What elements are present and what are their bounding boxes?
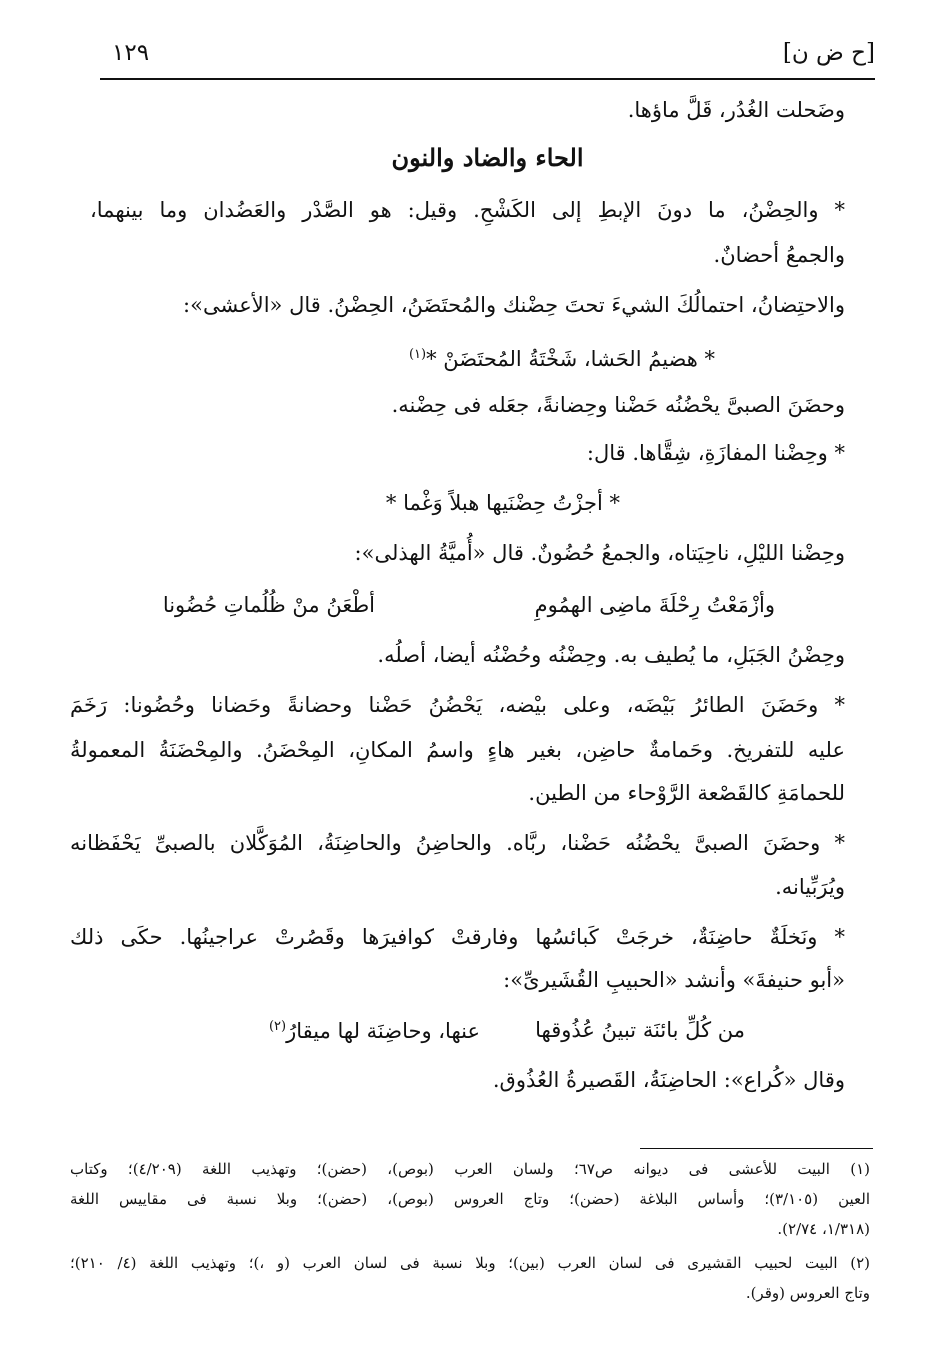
footnote-line: العين (٣/١٠٥)؛ وأساس البلاغة (حضن)؛ وتاج العروس (بوص)، (حضن)؛ وبلا نسبة فى مقاييس اللغة	[70, 1190, 870, 1208]
footnote-line: (١) البيت للأعشى فى ديوانه ص٦٧؛ ولسان العرب (بوص)، (حضن)؛ وتهذيب اللغة (٤/٢٠٩)؛ وكتاب	[70, 1160, 870, 1178]
footnote-line: (٢) البيت لحبيب القشيرى فى لسان العرب (بين)؛ وبلا نسبة فى لسان العرب (و ،)؛ وتهذيب اللغة (٤/ ٢١٠)؛	[70, 1254, 870, 1272]
text-line: * وحِضْنا المفازَةِ، شِقَّاها. قال:	[586, 441, 845, 465]
text-line: * والحِضْنُ، ما دونَ الإبطِ إلى الكَشْحِ. وقيل: هو الصَّدْر والعَضُدان وما بينهما،	[90, 198, 845, 222]
text-line: * وحضَنَ الصبىَّ يحْضُنُه حَضْنا، ربَّاه. والحاضِنُ والحاضِنَةُ، المُوَكَّلان بالصبىِّ يَحْفَظانه	[70, 831, 845, 855]
footnote-line: وتاج العروس (وقر).	[745, 1284, 870, 1302]
page-number: ١٢٩	[112, 40, 150, 66]
text-line: للحمامَةِ كالقَصْعة الرَّوْحاء من الطين.	[528, 781, 845, 805]
footnote-ref: (٢)	[268, 1019, 287, 1034]
text-line: وحضَنَ الصبىَّ يحْضُنُه حَضْنا وحِضانةً، جعَله فى حِضْنه.	[391, 393, 845, 417]
section-title: الحاء والضاد والنون	[391, 143, 584, 172]
text-line: وقال «كُراع»: الحاضِنَةُ، القَصيرةُ العُذُوق.	[492, 1068, 845, 1092]
text-line: * ونَخلَةٌ حاضِنَةٌ، خرجَتْ كَبائسُها وفارقتْ كوافيرَها وقَصُرتْ عراجينُها. حكَى ذلك	[70, 925, 845, 949]
text-line: والجمعُ أحضانٌ.	[713, 243, 845, 267]
text-line: وحِضْنُ الجَبَلِ، ما يُطيف به. وحِضْنُه وحُضْنُه أيضا، أصلُه.	[377, 643, 845, 667]
verse-second-hemistich	[269, 1012, 480, 1046]
footnote-separator	[640, 1148, 873, 1149]
text-line: وحِضْنا الليْلِ، ناحِيَتاه، والجمعُ حُضُونٌ. قال «أُميَّةُ الهذلى»:	[354, 541, 845, 565]
verse-line	[409, 340, 715, 374]
verse-text: * هضيمُ الحَشا، شَخْتَةُ المُحتَضَنْ *	[426, 347, 715, 371]
text-line: والاحتِضانُ، احتمالُكَ الشيءَ تحتَ حِضْنك والمُحتَضَنُ، الحِضْنُ. قال «الأعشى»:	[183, 293, 845, 317]
text-line: «أبو حنيفةَ» وأنشد «الحبيبِ القُشَيرىِّ»:	[503, 968, 845, 992]
running-header	[100, 40, 875, 80]
verse-text: عنها، وحاضِنَة لها ميقارُ	[286, 1019, 480, 1043]
text-line: وضَحلت الغُدُر، قَلَّ ماؤها.	[627, 98, 845, 122]
verse-first-hemistich: من كُلِّ بائنَة تبينُ عُذُوقها	[535, 1018, 745, 1042]
verse-first-hemistich: وأزْمَعْتُ رِحْلَةَ ماضِى الهمُومِ	[534, 593, 775, 617]
verse-second-hemistich: أطْعَنُ منْ ظُلُماتِ حُضُونا	[162, 593, 375, 617]
text-line: ويُرَبِّيانه.	[775, 875, 845, 899]
text-line: * وحَضَنَ الطائرُ بَيْضَه، وعلى بيْضه، يَحْضُنُ حَضْنا وحضانةً وحَضانا وحُضُونا: رَخَمَ	[70, 693, 845, 717]
text-line: عليه للتفريخ. وحَمامةٌ حاضِن، بغير هاءٍ واسمُ المكانِ، المِحْضَنُ. والمِحْضَنَةُ المعمولةُ	[70, 738, 845, 762]
footnote-line: (١/٣١٨، ٢/٧٤).	[777, 1220, 870, 1238]
root-code: [ح ض ن]	[782, 40, 875, 66]
verse-line: * أجزْتُ حِضْنَيها هبلاً وَغْما *	[385, 491, 620, 515]
footnote-ref: (١)	[408, 347, 427, 362]
